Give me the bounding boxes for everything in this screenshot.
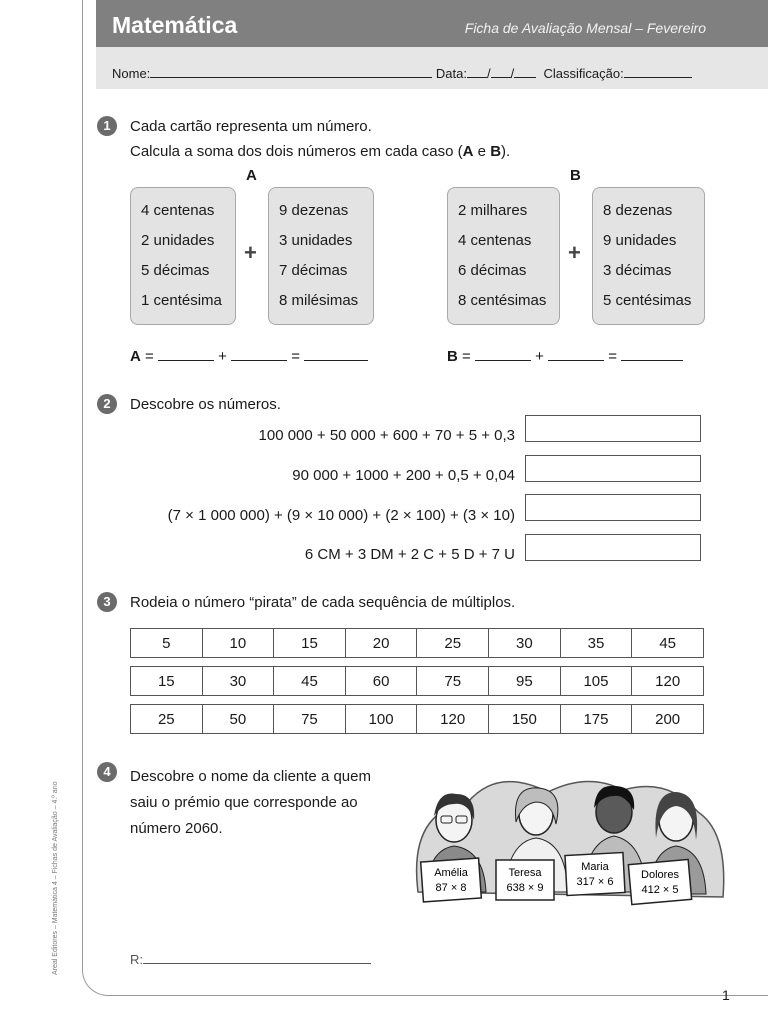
q2-answer-box-2[interactable] (525, 455, 701, 482)
publisher-sidebar-text: Areal Editores – Matemática 4 – Fichas de Avaliação – 4.º ano (52, 781, 59, 975)
seq-cell[interactable]: 95 (489, 667, 561, 696)
eq-a-result[interactable] (304, 348, 368, 361)
equation-b: B = + = (447, 348, 683, 365)
seq-cell[interactable]: 30 (202, 667, 274, 696)
eq-a-term1[interactable] (158, 348, 214, 361)
seq-cell[interactable]: 30 (489, 629, 561, 658)
sign-amelia (421, 858, 482, 902)
seq-cell[interactable]: 25 (131, 705, 203, 734)
seq-cell[interactable]: 120 (417, 705, 489, 734)
page-number: 1 (722, 987, 730, 1003)
svg-text:638 × 9: 638 × 9 (506, 882, 544, 894)
q1-instruction-2: Calcula a soma dos dois números em cada caso (A e B). (130, 143, 511, 160)
q2-instruction: Descobre os números. (130, 396, 281, 413)
seq-cell[interactable]: 105 (560, 667, 632, 696)
plus-sign-a: + (244, 240, 257, 265)
seq-cell[interactable]: 45 (274, 667, 346, 696)
svg-text:87 × 8: 87 × 8 (435, 882, 467, 894)
answer-field[interactable] (143, 951, 371, 964)
sequence-table-1 (130, 628, 704, 658)
card-a2: 9 dezenas 3 unidades 7 décimas 8 milésimas (268, 187, 374, 325)
date-month-field[interactable] (491, 65, 511, 78)
seq-cell[interactable]: 20 (345, 629, 417, 658)
question-1-number: 1 (97, 116, 117, 136)
seq-cell[interactable]: 75 (274, 705, 346, 734)
equation-a: A = + = (130, 348, 368, 365)
seq-cell[interactable]: 15 (131, 667, 203, 696)
svg-text:412 × 5: 412 × 5 (641, 884, 679, 896)
sign-teresa (496, 860, 554, 900)
seq-cell[interactable]: 120 (632, 667, 704, 696)
card-a1: 4 centenas 2 unidades 5 décimas 1 centésima (130, 187, 236, 325)
eq-a-term2[interactable] (231, 348, 287, 361)
date-label: Data: (435, 66, 467, 81)
sign-maria (565, 853, 625, 896)
eq-b-term1[interactable] (475, 348, 531, 361)
sheet-title: Ficha de Avaliação Mensal – Fevereiro (464, 20, 706, 36)
answer-line: R: (130, 951, 371, 967)
q2-expression-4: 6 CM + 3 DM + 2 C + 5 D + 7 U (304, 546, 515, 563)
classification-label: Classificação: (543, 66, 624, 81)
label-a: A (246, 167, 257, 184)
q2-expression-3: (7 × 1 000 000) + (9 × 10 000) + (2 × 100) + (3 × 10) (167, 507, 515, 524)
q2-answer-box-4[interactable] (525, 534, 701, 561)
classification-field[interactable] (624, 65, 692, 78)
eq-b-result[interactable] (621, 348, 683, 361)
sequence-table-2 (130, 666, 704, 696)
svg-text:Teresa: Teresa (508, 867, 542, 879)
page-header (96, 0, 768, 47)
q1-instruction-1: Cada cartão representa um número. (130, 118, 372, 135)
subject-title: Matemática (112, 12, 238, 38)
seq-cell[interactable]: 45 (632, 629, 704, 658)
seq-cell[interactable]: 60 (345, 667, 417, 696)
question-4-number: 4 (97, 762, 117, 782)
seq-cell[interactable]: 25 (417, 629, 489, 658)
seq-cell[interactable]: 50 (202, 705, 274, 734)
q2-expression-1: 100 000 + 50 000 + 600 + 70 + 5 + 0,3 (258, 427, 515, 444)
svg-text:Dolores: Dolores (641, 869, 679, 881)
q2-expression-2: 90 000 + 1000 + 200 + 0,5 + 0,04 (292, 467, 515, 484)
sequence-table-3 (130, 704, 704, 734)
q2-answer-box-3[interactable] (525, 494, 701, 521)
q3-instruction: Rodeia o número “pirata” de cada sequência de múltiplos. (130, 594, 516, 611)
card-b2: 8 dezenas 9 unidades 3 décimas 5 centésimas (592, 187, 705, 325)
question-2-number: 2 (97, 394, 117, 414)
student-info-bar (96, 47, 768, 89)
customers-illustration (408, 772, 730, 910)
date-separator: / (510, 66, 515, 81)
svg-text:Amélia: Amélia (434, 867, 468, 879)
card-b1: 2 milhares 4 centenas 6 décimas 8 centésimas (447, 187, 560, 325)
date-year-field[interactable] (514, 65, 536, 78)
date-separator: / (487, 66, 491, 81)
seq-cell[interactable]: 10 (202, 629, 274, 658)
svg-text:Maria: Maria (581, 861, 609, 873)
plus-sign-b: + (568, 240, 581, 265)
date-day-field[interactable] (467, 65, 487, 78)
sign-dolores (628, 859, 691, 904)
question-3-number: 3 (97, 592, 117, 612)
q4-instruction: Descobre o nome da cliente a quem saiu o prémio que corresponde ao número 2060. (130, 768, 371, 837)
seq-cell[interactable]: 35 (560, 629, 632, 658)
seq-cell[interactable]: 200 (632, 705, 704, 734)
seq-cell[interactable]: 150 (489, 705, 561, 734)
svg-text:317 × 6: 317 × 6 (576, 876, 614, 888)
seq-cell[interactable]: 15 (274, 629, 346, 658)
name-label: Nome: (112, 66, 151, 81)
q2-answer-box-1[interactable] (525, 415, 701, 442)
name-field[interactable] (150, 65, 432, 78)
seq-cell[interactable]: 175 (560, 705, 632, 734)
label-b: B (570, 167, 581, 184)
eq-b-term2[interactable] (548, 348, 604, 361)
seq-cell[interactable]: 100 (345, 705, 417, 734)
seq-cell[interactable]: 5 (131, 629, 203, 658)
seq-cell[interactable]: 75 (417, 667, 489, 696)
